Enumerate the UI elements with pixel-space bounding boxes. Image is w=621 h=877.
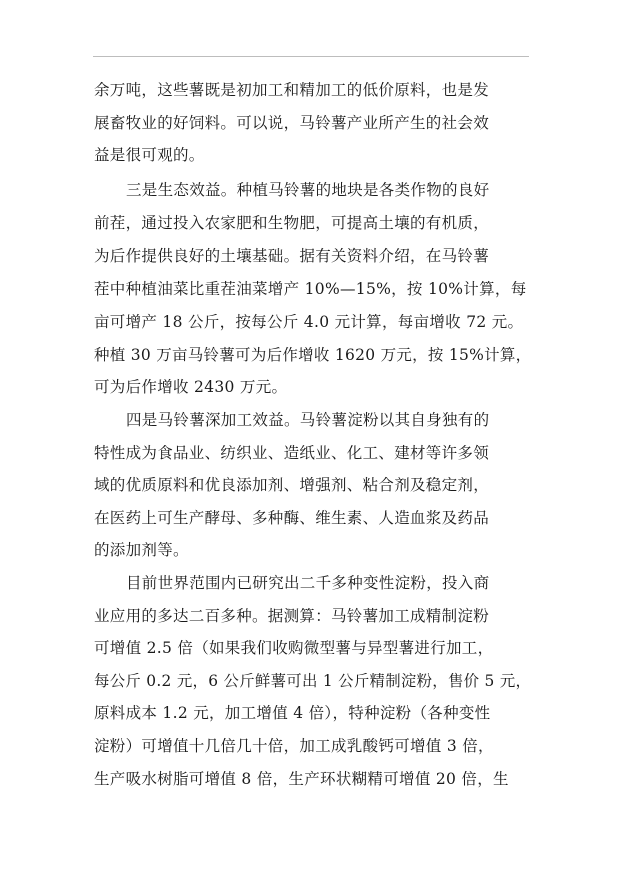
- paragraph-first-line: 四是马铃薯深加工效益。马铃薯淀粉以其自身独有的: [126, 411, 490, 429]
- text-line: 种植 30 万亩马铃薯可为后作增收 1620 万元，按 15%计算，: [94, 346, 532, 364]
- text-line: 生产吸水树脂可增值 8 倍，生产环状糊精可增值 20 倍，生: [94, 770, 509, 788]
- text-line: 特性成为食品业、纺织业、造纸业、化工、建材等许多领: [94, 444, 490, 462]
- text-line: 可为后作增收 2430 万元。: [94, 378, 288, 396]
- text-line: 前茬，通过投入农家肥和生物肥，可提高土壤的有机质，: [94, 214, 490, 232]
- text-line: 每公斤 0.2 元，6 公斤鲜薯可出 1 公斤精制淀粉，售价 5 元，: [94, 672, 532, 690]
- text-line: 淀粉）可增值十几倍几十倍，加工成乳酸钙可增值 3 倍，: [94, 737, 494, 755]
- text-line: 业应用的多达二百多种。据测算：马铃薯加工成精制淀粉: [94, 607, 490, 625]
- text-line: 在医药上可生产酵母、多种酶、维生素、人造血浆及药品: [94, 509, 490, 527]
- header-divider: [93, 56, 529, 57]
- text-line: 可增值 2.5 倍（如果我们收购微型薯与异型薯进行加工，: [94, 639, 494, 657]
- paragraph-first-line: 三是生态效益。种植马铃薯的地块是各类作物的良好: [126, 181, 490, 199]
- text-line: 益是很可观的。: [94, 146, 205, 164]
- text-line: 的添加剂等。: [94, 541, 189, 559]
- text-line: 茬中种植油菜比重茬油菜增产 10%—15%，按 10%计算，每: [94, 280, 527, 298]
- paragraph-first-line: 目前世界范围内已研究出二千多种变性淀粉，投入商: [126, 574, 490, 592]
- text-line: 原料成本 1.2 元，加工增值 4 倍），特种淀粉（各种变性: [94, 704, 491, 722]
- text-line: 域的优质原料和优良添加剂、增强剂、粘合剂及稳定剂，: [94, 476, 490, 494]
- text-line: 展畜牧业的好饲料。可以说，马铃薯产业所产生的社会效: [94, 114, 490, 132]
- text-line: 为后作提供良好的土壤基础。据有关资料介绍，在马铃薯: [94, 247, 490, 265]
- text-line: 余万吨，这些薯既是初加工和精加工的低价原料，也是发: [94, 81, 490, 99]
- text-line: 亩可增产 18 公斤，按每公斤 4.0 元计算，每亩增收 72 元。: [94, 313, 524, 331]
